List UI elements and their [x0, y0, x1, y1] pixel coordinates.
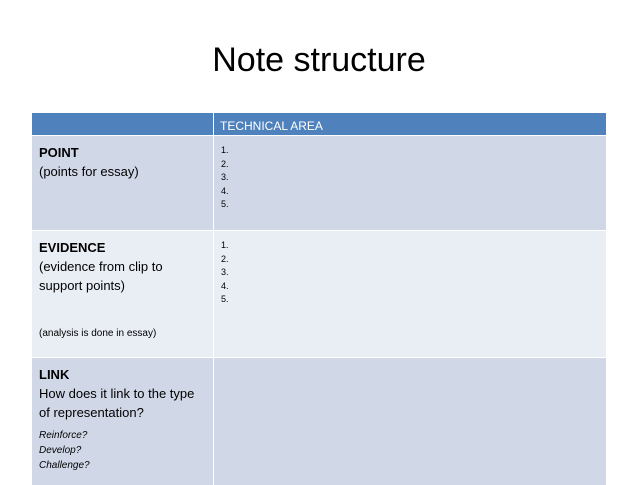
point-content-cell[interactable] [214, 136, 607, 231]
list-item: 1. [221, 239, 606, 253]
table-row-link [32, 358, 607, 485]
table-row-evidence [32, 231, 607, 358]
link-title: LINK [39, 365, 207, 384]
question-challenge: Challenge? [39, 458, 207, 473]
evidence-note: (analysis is done in essay) [39, 327, 207, 341]
technical-area-label: TECHNICAL AREA [214, 113, 606, 133]
link-content-cell[interactable] [214, 358, 607, 485]
header-cell-technical-area [214, 113, 607, 136]
point-subtitle: (points for essay) [39, 162, 207, 181]
list-item: 5. [221, 198, 606, 212]
list-item: 2. [221, 253, 606, 267]
link-subtitle: How does it link to the type of representation? [39, 384, 207, 422]
table-header-row [32, 113, 607, 136]
point-numbered-list [214, 136, 606, 212]
list-item: 4. [221, 280, 606, 294]
list-item: 1. [221, 144, 606, 158]
list-item: 4. [221, 185, 606, 199]
link-label-cell [32, 358, 214, 485]
evidence-content-cell[interactable] [214, 231, 607, 358]
note-structure-table [31, 113, 607, 485]
point-label-cell [32, 136, 214, 231]
evidence-title: EVIDENCE [39, 238, 207, 257]
header-cell-empty [32, 113, 214, 136]
point-title: POINT [39, 143, 207, 162]
question-reinforce: Reinforce? [39, 428, 207, 443]
table-row-point [32, 136, 607, 231]
evidence-subtitle: (evidence from clip to support points) [39, 257, 207, 295]
evidence-label-cell [32, 231, 214, 358]
slide-title: Note structure [0, 38, 638, 82]
list-item: 5. [221, 293, 606, 307]
list-item: 3. [221, 266, 606, 280]
list-item: 3. [221, 171, 606, 185]
link-questions [39, 428, 207, 473]
list-item: 2. [221, 158, 606, 172]
evidence-numbered-list [214, 231, 606, 307]
question-develop: Develop? [39, 443, 207, 458]
